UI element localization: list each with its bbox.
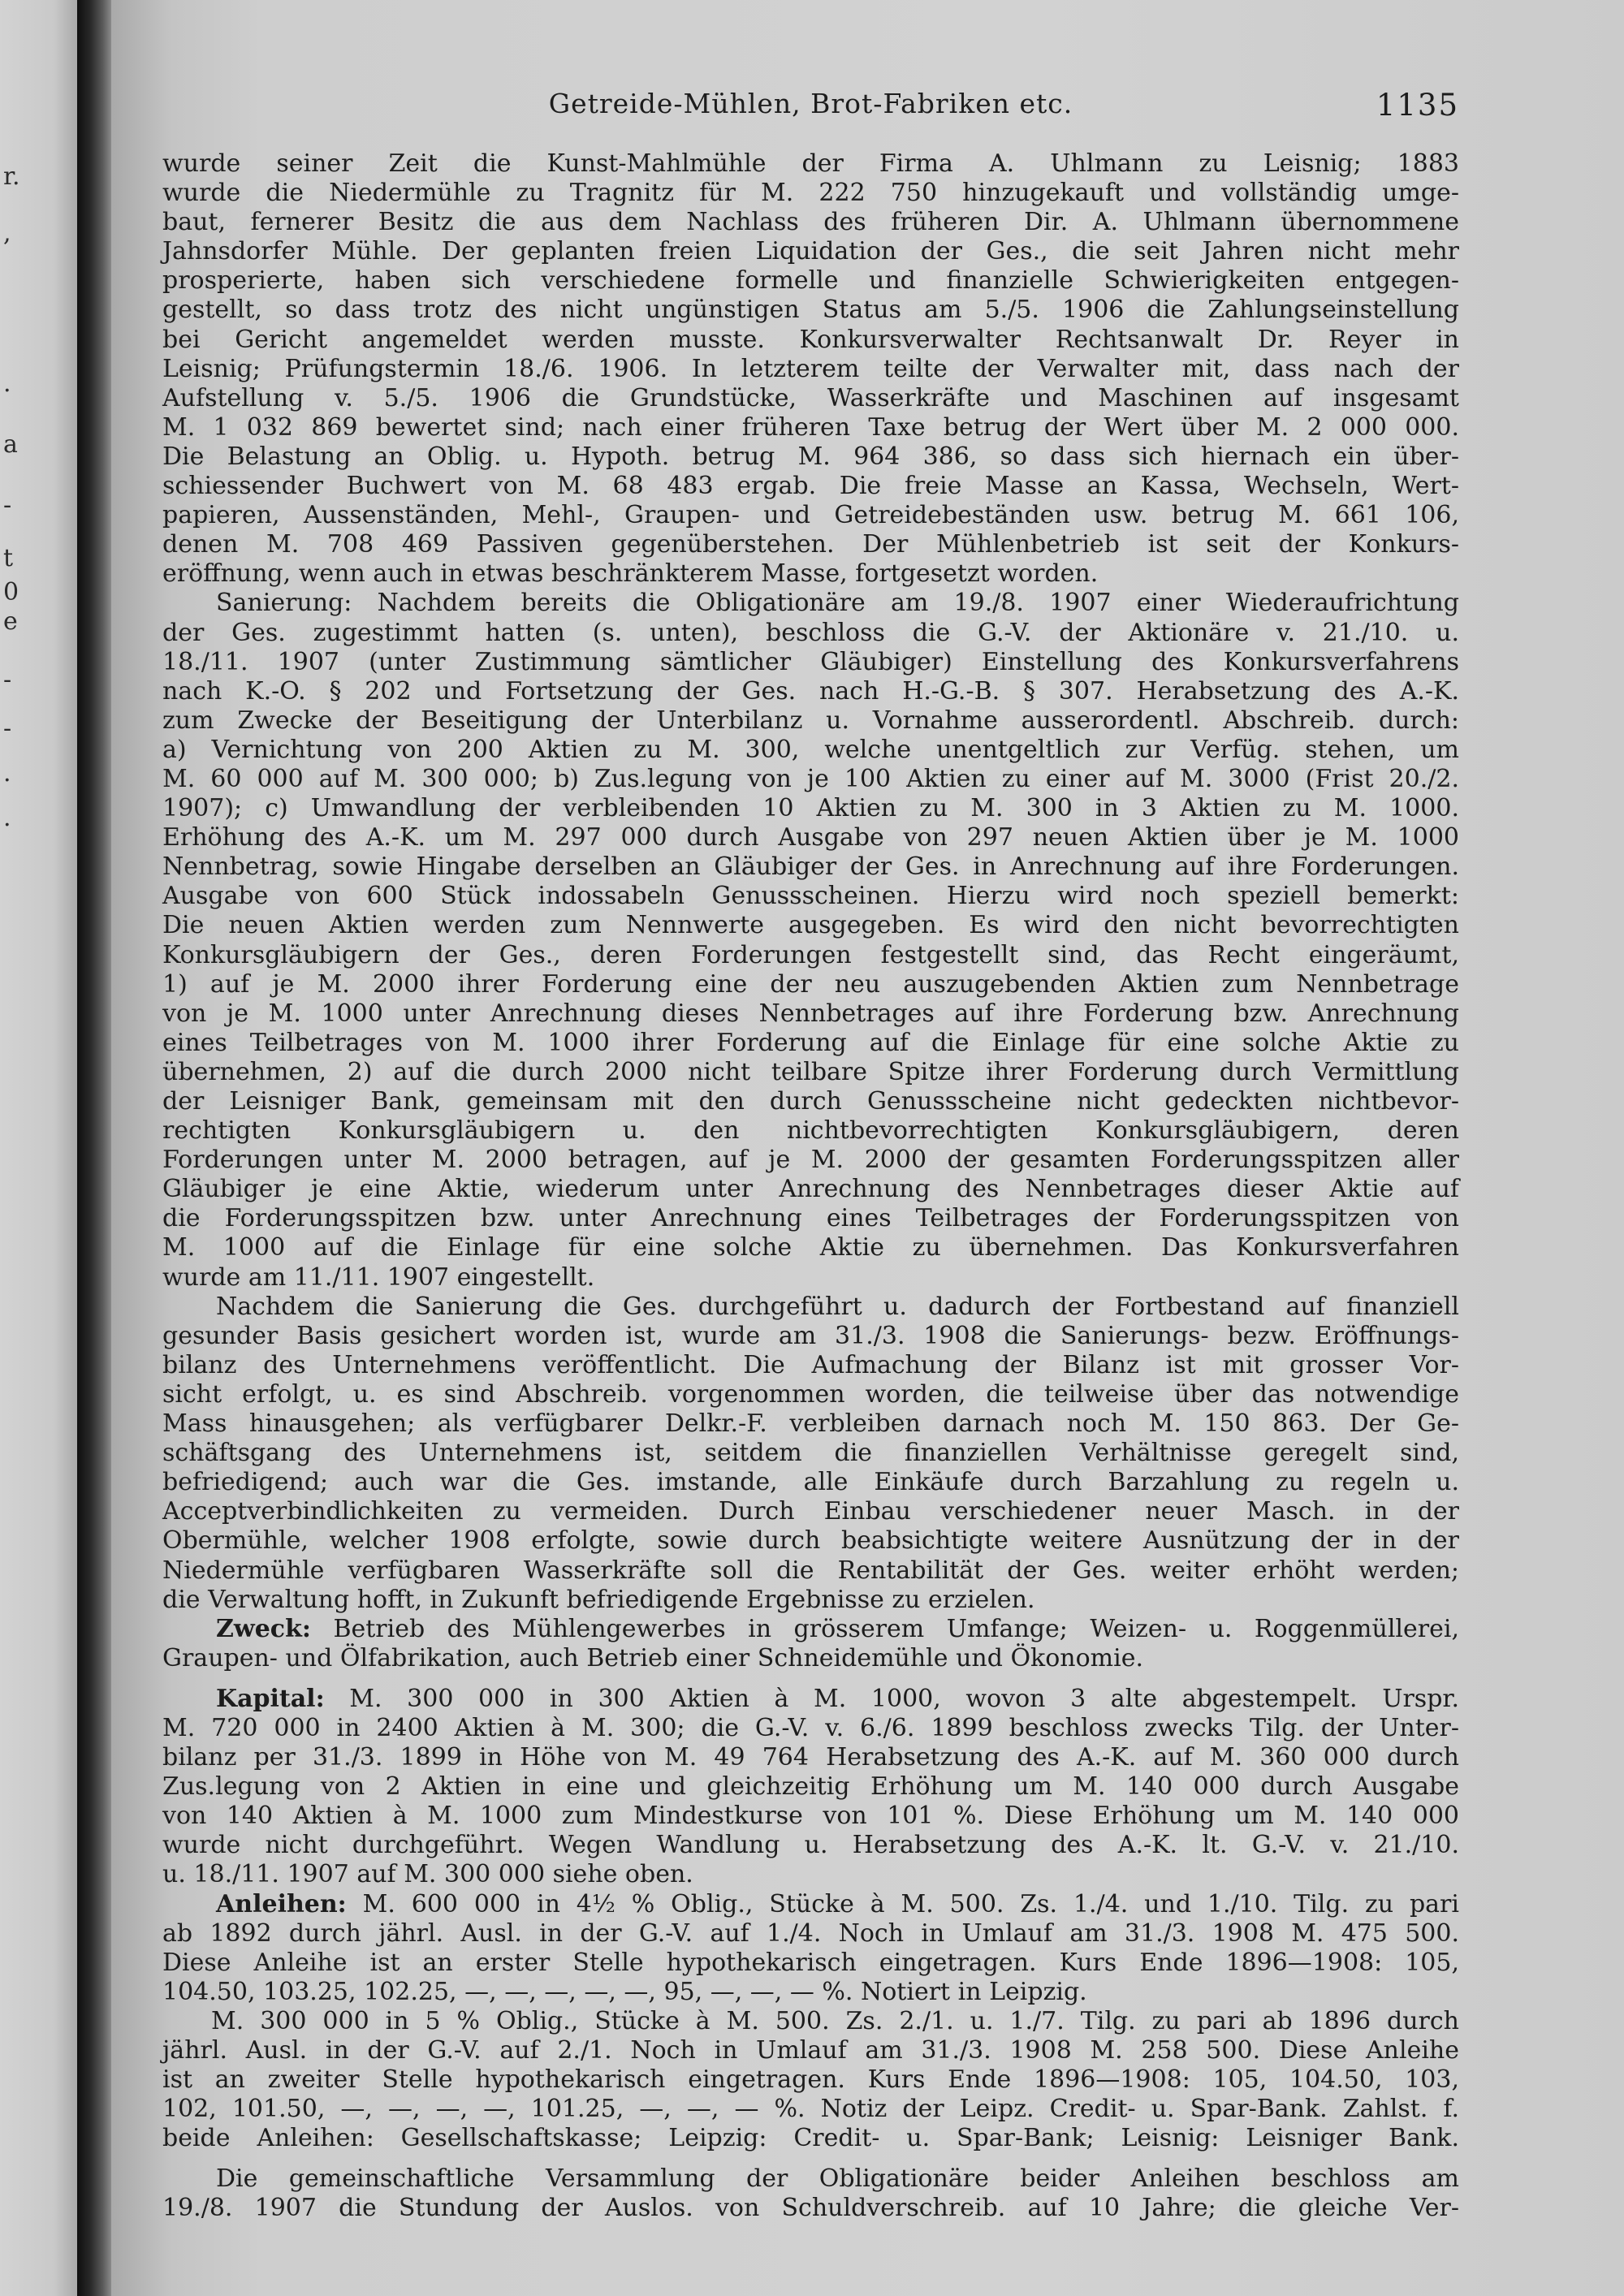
- page-number: 1135: [1376, 88, 1459, 123]
- text-run: M. 300 000 in 300 Aktien à M. 1000, wovon 3 alte abgestempelt. Urspr.: [324, 1684, 1459, 1713]
- text-line: denen M. 708 469 Passiven gegenüberstehen. Der Mühlenbetrieb ist seit der Konkurs-: [162, 530, 1459, 559]
- text-line: 1) auf je M. 2000 ihrer Forderung eine der neu auszugebenden Aktien zum Nennbetrage: [162, 969, 1459, 999]
- section-label-zweck: Zweck:: [216, 1614, 311, 1643]
- text-line: beide Anleihen: Gesellschaftskasse; Leipzig: Credit- u. Spar-Bank; Leisnig: Leisniger Bank.: [162, 2124, 1459, 2153]
- text-line: Obermühle, welcher 1908 erfolgte, sowie durch beabsichtigte weitere Ausnützung der in der: [162, 1526, 1459, 1556]
- text-line: eines Teilbetrages von M. 1000 ihrer Forderung auf die Einlage für eine solche Aktie zu: [162, 1028, 1459, 1057]
- text-line: ist an zweiter Stelle hypothekarisch eingetragen. Kurs Ende 1896—1908: 105, 104.50, 103,: [162, 2065, 1459, 2095]
- text-line: nach K.-O. § 202 und Fortsetzung der Ges. nach H.-G.-B. § 307. Herabsetzung des A.-K.: [162, 676, 1459, 706]
- margin-fragment: .: [3, 369, 11, 398]
- text-line: Zus.legung von 2 Aktien in eine und gleichzeitig Erhöhung um M. 140 000 durch Ausgabe: [162, 1772, 1459, 1802]
- text-line: zum Zwecke der Beseitigung der Unterbilanz u. Vornahme ausserordentl. Abschreib. durch:: [162, 706, 1459, 735]
- text-line: Aufstellung v. 5./5. 1906 die Grundstücke, Wasserkräfte und Maschinen auf insgesamt: [162, 383, 1459, 412]
- text-line: 19./8. 1907 die Stundung der Auslos. von Schuldverschreib. auf 10 Jahre; die gleiche Ver-: [162, 2194, 1459, 2223]
- text-line: von 140 Aktien à M. 1000 zum Mindestkurse von 101 %. Diese Erhöhung um M. 140 000: [162, 1802, 1459, 1831]
- text-line: M. 60 000 auf M. 300 000; b) Zus.legung von je 100 Aktien zu einer auf M. 3000 (Frist 20./2.: [162, 764, 1459, 793]
- book-spine: [77, 0, 111, 2296]
- text-line: von je M. 1000 unter Anrechnung dieses Nennbetrages auf ihre Forderung bzw. Anrechnung: [162, 999, 1459, 1028]
- text-line: der Leisniger Bank, gemeinsam mit den durch Genussscheine nicht gedeckten nichtbevor-: [162, 1087, 1459, 1116]
- text-line: Mass hinausgehen; als verfügbarer Delkr.-F. verbleiben darnach noch M. 150 863. Der Ge-: [162, 1409, 1459, 1439]
- margin-fragment: ,: [3, 219, 11, 248]
- section-label-anleihen: Anleihen:: [216, 1889, 347, 1918]
- margin-fragment: t: [3, 544, 14, 572]
- text-line: u. 18./11. 1907 auf M. 300 000 siehe oben.: [162, 1860, 693, 1889]
- text-line: M. 300 000 in 5 % Oblig., Stücke à M. 500. Zs. 2./1. u. 1./7. Tilg. zu pari ab 1896 durch: [211, 2006, 1459, 2035]
- text-line: Ausgabe von 600 Stück indossabeln Genussscheinen. Hierzu wird noch speziell bemerkt:: [162, 882, 1459, 911]
- text-line: Sanierung: Nachdem bereits die Obligationäre am 19./8. 1907 einer Wiederaufrichtung: [216, 589, 1459, 618]
- text-line: die Verwaltung hofft, in Zukunft befriedigende Ergebnisse zu erzielen.: [162, 1585, 1035, 1614]
- section-label-kapital: Kapital:: [216, 1684, 325, 1713]
- text-run: M. 600 000 in 4½ % Oblig., Stücke à M. 500. Zs. 1./4. und 1./10. Tilg. zu pari: [346, 1889, 1459, 1918]
- text-line: bilanz des Unternehmens veröffentlicht. Die Aufmachung der Bilanz ist mit grosser Vor-: [162, 1350, 1459, 1379]
- text-line: Die neuen Aktien werden zum Nennwerte ausgegeben. Es wird den nicht bevorrechtigten: [162, 911, 1459, 940]
- text-line: Nachdem die Sanierung die Ges. durchgeführt u. dadurch der Fortbestand auf finanziell: [216, 1292, 1459, 1321]
- text-line: Niedermühle verfügbaren Wasserkräfte soll die Rentabilität der Ges. weiter erhöht werden;: [162, 1556, 1459, 1585]
- text-line: wurde nicht durchgeführt. Wegen Wandlung u. Herabsetzung des A.-K. lt. G.-V. v. 21./10.: [162, 1831, 1459, 1860]
- text-run: Betrieb des Mühlengewerbes in grösserem Umfange; Weizen- u. Roggenmüllerei,: [310, 1614, 1459, 1643]
- margin-fragment: -: [3, 666, 12, 694]
- text-line: Diese Anleihe ist an erster Stelle hypothekarisch eingetragen. Kurs Ende 1896—1908: 105,: [162, 1948, 1459, 1977]
- section-gap: [162, 2153, 1459, 2164]
- previous-page-edge: [0, 0, 77, 2296]
- text-line: gesunder Basis gesichert worden ist, wurde am 31./3. 1908 die Sanierungs- bezw. Eröffnungs-: [162, 1321, 1459, 1350]
- text-line: der Ges. zugestimmt hatten (s. unten), beschloss die G.-V. der Aktionäre v. 21./10. u.: [162, 618, 1459, 647]
- text-line: papieren, Aussenständen, Mehl-, Graupen- und Getreidebeständen usw. betrug M. 661 106,: [162, 501, 1459, 530]
- text-line: M. 1 032 869 bewertet sind; nach einer früheren Taxe betrug der Wert über M. 2 000 000.: [162, 412, 1459, 442]
- text-line: [162, 1890, 1459, 1919]
- text-line: Erhöhung des A.-K. um M. 297 000 durch Ausgabe von 297 neuen Aktien über je M. 1000: [162, 823, 1459, 852]
- text-line: jährl. Ausl. in der G.-V. auf 2./1. Noch in Umlauf am 31./3. 1908 M. 258 500. Diese Anleihe: [162, 2036, 1459, 2065]
- text-line: [162, 1615, 1459, 1644]
- margin-fragment: r.: [3, 162, 20, 191]
- text-line: Forderungen unter M. 2000 betragen, auf je M. 2000 der gesamten Forderungsspitzen aller: [162, 1146, 1459, 1175]
- text-line: 102, 101.50, —, —, —, —, 101.25, —, —, — %. Notiz der Leipz. Credit- u. Spar-Bank. Zahlst. f.: [162, 2095, 1459, 2124]
- text-line: prosperierte, haben sich verschiedene formelle und finanzielle Schwierigkeiten entgegen-: [162, 266, 1459, 296]
- text-line: Gläubiger je eine Aktie, wiederum unter Anrechnung des Nennbetrages dieser Aktie auf: [162, 1175, 1459, 1204]
- text-line: M. 1000 auf die Einlage für eine solche Aktie zu übernehmen. Das Konkursverfahren: [162, 1233, 1459, 1262]
- margin-fragment: -: [3, 491, 12, 520]
- text-line: wurde seiner Zeit die Kunst-Mahlmühle der Firma A. Uhlmann zu Leisnig; 1883: [162, 149, 1459, 178]
- running-title: Getreide-Mühlen, Brot-Fabriken etc.: [548, 88, 1073, 119]
- margin-fragment: 0: [3, 578, 19, 606]
- text-line: bilanz per 31./3. 1899 in Höhe von M. 49 764 Herabsetzung des A.-K. auf M. 360 000 durch: [162, 1743, 1459, 1772]
- text-line: Die gemeinschaftliche Versammlung der Obligationäre beider Anleihen beschloss am: [216, 2164, 1459, 2194]
- text-line: eröffnung, wenn auch in etwas beschränkterem Masse, fortgesetzt worden.: [162, 559, 1099, 589]
- text-line: wurde am 11./11. 1907 eingestellt.: [162, 1262, 595, 1292]
- text-line: schiessender Buchwert von M. 68 483 ergab. Die freie Masse an Kassa, Wechseln, Wert-: [162, 472, 1459, 501]
- text-line: Nennbetrag, sowie Hingabe derselben an Gläubiger der Ges. in Anrechnung auf ihre Forderungen.: [162, 852, 1459, 882]
- margin-fragment: .: [3, 759, 11, 788]
- text-line: Jahnsdorfer Mühle. Der geplanten freien Liquidation der Ges., die seit Jahren nicht mehr: [162, 237, 1459, 266]
- text-line: 104.50, 103.25, 102.25, —, —, —, —, —, 95, —, —, — %. Notiert in Leipzig.: [162, 1977, 1087, 2006]
- text-line: schäftsgang des Unternehmens ist, seitdem die finanziellen Verhältnisse geregelt sind,: [162, 1439, 1459, 1468]
- text-line: [162, 1685, 1459, 1714]
- running-header: [162, 88, 1459, 123]
- text-line: Konkursgläubigern der Ges., deren Forderungen festgestellt sind, das Recht eingeräumt,: [162, 940, 1459, 969]
- text-line: wurde die Niedermühle zu Tragnitz für M. 222 750 hinzugekauft und vollständig umge-: [162, 179, 1459, 208]
- text-line: die Forderungsspitzen bzw. unter Anrechnung eines Teilbetrages der Forderungsspitzen von: [162, 1204, 1459, 1233]
- text-line: 1907); c) Umwandlung der verbleibenden 10 Aktien zu M. 300 in 3 Aktien zu M. 1000.: [162, 794, 1459, 823]
- margin-fragment: -: [3, 714, 12, 743]
- margin-fragment: .: [3, 804, 11, 832]
- section-gap: [162, 1673, 1459, 1685]
- main-text: [162, 149, 1459, 2224]
- text-line: Acceptverbindlichkeiten zu vermeiden. Durch Einbau verschiedener neuer Masch. in der: [162, 1497, 1459, 1526]
- margin-fragment: a: [3, 430, 18, 459]
- text-line: sicht erfolgt, u. es sind Abschreib. vorgenommen worden, die teilweise über das notwendige: [162, 1379, 1459, 1409]
- text-line: Graupen- und Ölfabrikation, auch Betrieb einer Schneidemühle und Ökonomie.: [162, 1643, 1143, 1672]
- text-line: Leisnig; Prüfungstermin 18./6. 1906. In letzterem teilte der Verwalter mit, dass nach der: [162, 354, 1459, 383]
- margin-fragment: e: [3, 607, 18, 636]
- text-line: Die Belastung an Oblig. u. Hypoth. betrug M. 964 386, so dass sich hiernach ein über-: [162, 442, 1459, 471]
- text-line: baut, fernerer Besitz die aus dem Nachlass des früheren Dir. A. Uhlmann übernommene: [162, 208, 1459, 237]
- text-line: befriedigend; auch war die Ges. imstande, alle Einkäufe durch Barzahlung zu regeln u.: [162, 1468, 1459, 1497]
- text-line: bei Gericht angemeldet werden musste. Konkursverwalter Rechtsanwalt Dr. Reyer in: [162, 325, 1459, 354]
- text-line: ab 1892 durch jährl. Ausl. in der G.-V. auf 1./4. Noch in Umlauf am 31./3. 1908 M. 475 500.: [162, 1918, 1459, 1948]
- text-line: M. 720 000 in 2400 Aktien à M. 300; die G.-V. v. 6./6. 1899 beschloss zwecks Tilg. der Unter-: [162, 1713, 1459, 1742]
- text-line: a) Vernichtung von 200 Aktien zu M. 300, welche unentgeltlich zur Verfüg. stehen, um: [162, 735, 1459, 764]
- text-line: rechtigten Konkursgläubigern u. den nichtbevorrechtigten Konkursgläubigern, deren: [162, 1116, 1459, 1146]
- text-line: 18./11. 1907 (unter Zustimmung sämtlicher Gläubiger) Einstellung des Konkursverfahrens: [162, 647, 1459, 676]
- text-line: gestellt, so dass trotz des nicht ungünstigen Status am 5./5. 1906 die Zahlungseinstellung: [162, 296, 1459, 325]
- text-line: übernehmen, 2) auf die durch 2000 nicht teilbare Spitze ihrer Forderung durch Vermittlung: [162, 1057, 1459, 1086]
